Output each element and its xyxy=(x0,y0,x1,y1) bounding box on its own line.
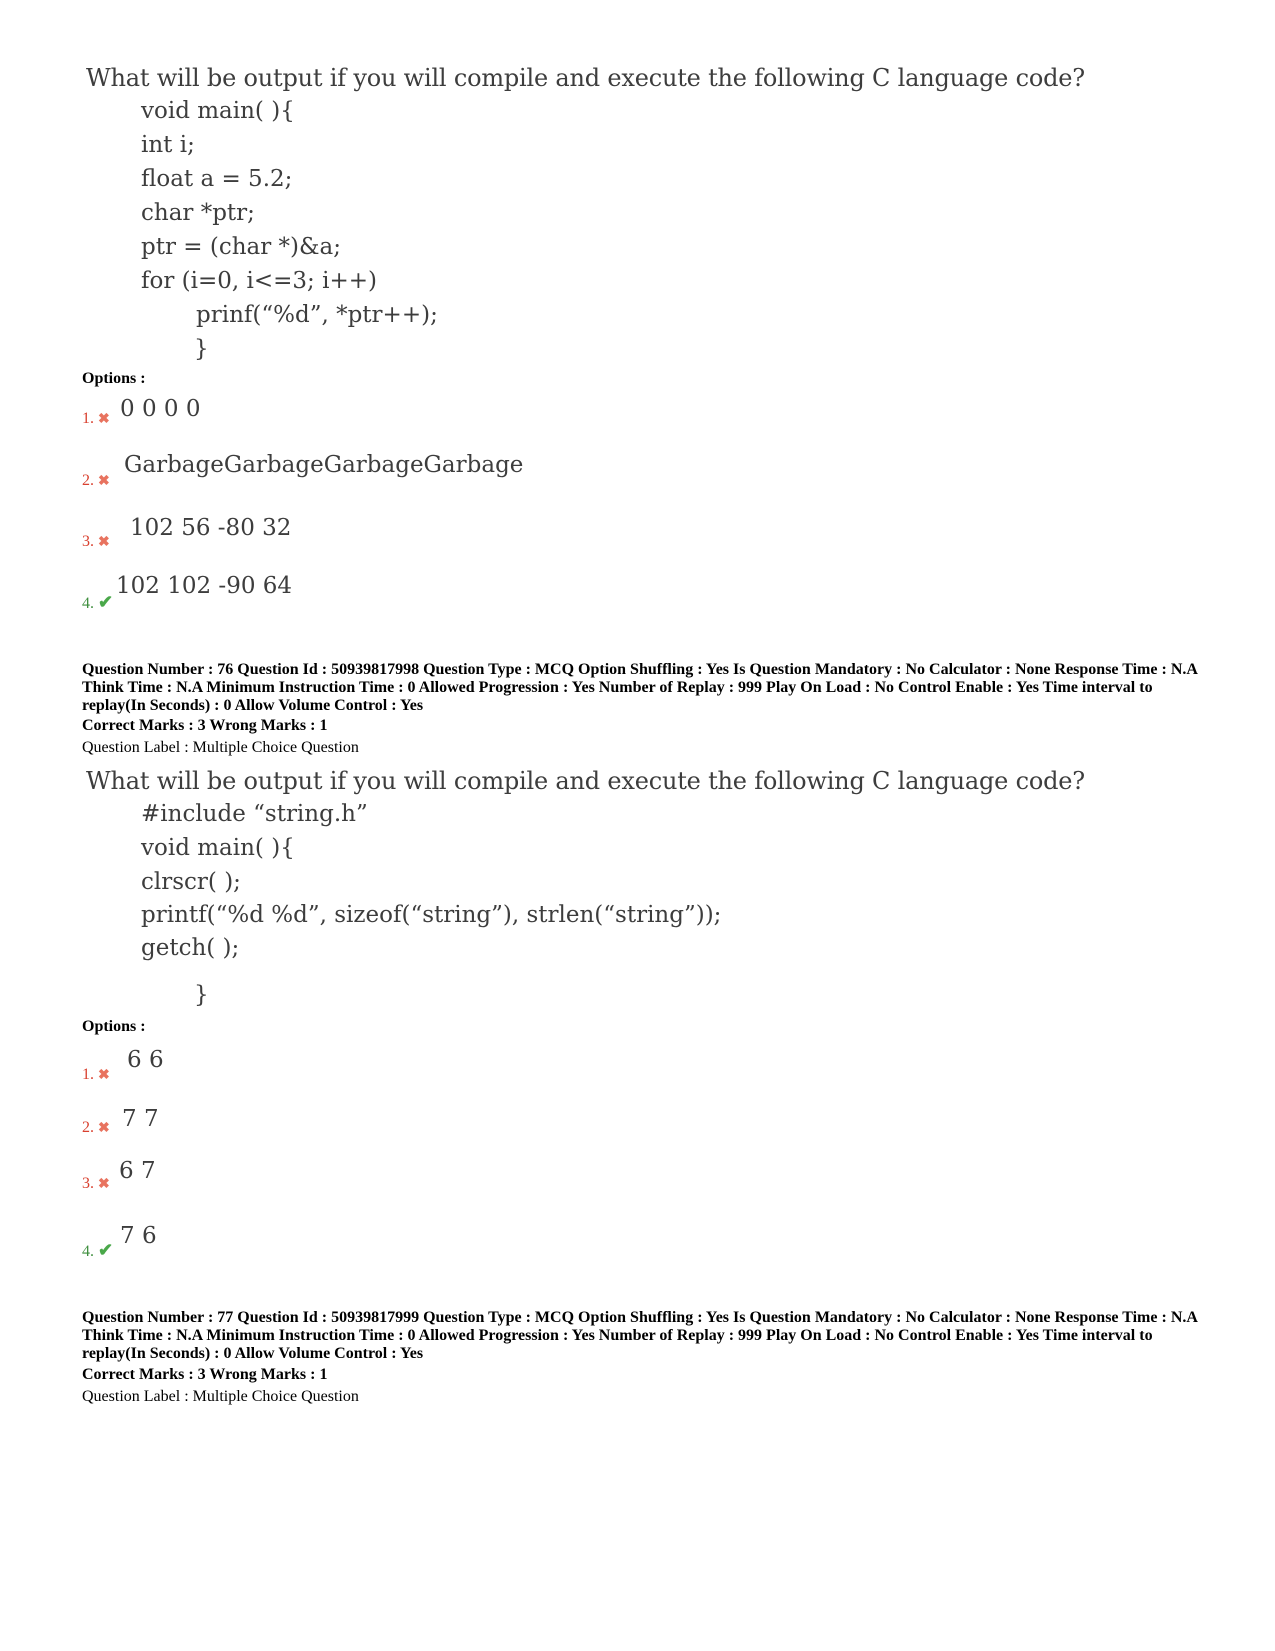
code-line: void main( ){ xyxy=(141,98,295,124)
option-item[interactable] xyxy=(82,472,110,490)
cross-icon: ✖ xyxy=(98,1121,110,1136)
code-line: char *ptr; xyxy=(141,200,255,226)
option-number: 2. xyxy=(82,472,94,489)
option-item[interactable] xyxy=(82,1240,113,1261)
options-label: Options : xyxy=(82,1018,146,1035)
cross-icon: ✖ xyxy=(98,1068,110,1083)
code-line: int i; xyxy=(141,132,195,158)
cross-icon: ✖ xyxy=(98,1177,110,1192)
option-text: 6 6 xyxy=(127,1047,164,1073)
option-text: 7 7 xyxy=(122,1106,159,1132)
option-text: 6 7 xyxy=(119,1158,156,1184)
code-line: void main( ){ xyxy=(141,835,295,861)
code-line: getch( ); xyxy=(141,935,240,961)
option-item[interactable] xyxy=(82,533,110,551)
cross-icon: ✖ xyxy=(98,535,110,550)
question-meta: Question Number : 77 Question Id : 50939817999 Question Type : MCQ Option Shuffling : Yes Is Question Mandatory : No Calculator : None Response Time : N.A Think Time : N.A Minimum Instruction Time : 0 Allowed Progression : Yes Number of Replay : 999 Play On Load : No Control Enable : Yes Time interval to replay(In Seconds) : 0 Allow Volume Control : Yes xyxy=(82,1309,1198,1362)
option-number: 1. xyxy=(82,1066,94,1083)
option-number: 1. xyxy=(82,410,94,427)
question-text: What will be output if you will compile and execute the following C language code? xyxy=(86,767,1085,795)
question-label: Question Label : Multiple Choice Question xyxy=(82,739,359,756)
option-text: 0 0 0 0 xyxy=(120,396,201,422)
question-label: Question Label : Multiple Choice Question xyxy=(82,1388,359,1405)
code-line: for (i=0, i<=3; i++) xyxy=(141,268,377,294)
question-text: What will be output if you will compile and execute the following C language code? xyxy=(86,64,1085,92)
code-line: prinf(“%d”, *ptr++); xyxy=(196,302,438,328)
option-item[interactable] xyxy=(82,1175,110,1193)
question-meta: Question Number : 76 Question Id : 50939817998 Question Type : MCQ Option Shuffling : Yes Is Question Mandatory : No Calculator : None Response Time : N.A Think Time : N.A Minimum Instruction Time : 0 Allowed Progression : Yes Number of Replay : 999 Play On Load : No Control Enable : Yes Time interval to replay(In Seconds) : 0 Allow Volume Control : Yes xyxy=(82,661,1198,714)
option-item[interactable] xyxy=(82,1119,110,1137)
code-line: float a = 5.2; xyxy=(141,166,293,192)
options-label: Options : xyxy=(82,370,146,387)
code-line: clrscr( ); xyxy=(141,869,241,895)
option-text: 102 102 -90 64 xyxy=(116,573,293,599)
question-marks: Correct Marks : 3 Wrong Marks : 1 xyxy=(82,717,328,734)
code-line: ptr = (char *)&a; xyxy=(141,234,341,260)
option-item[interactable] xyxy=(82,410,110,428)
option-number: 3. xyxy=(82,533,94,550)
option-item[interactable] xyxy=(82,592,113,613)
option-number: 4. xyxy=(82,595,94,612)
option-number: 4. xyxy=(82,1243,94,1260)
code-line: printf(“%d %d”, sizeof(“string”), strlen(“string”)); xyxy=(141,902,722,928)
cross-icon: ✖ xyxy=(98,474,110,489)
check-icon: ✔ xyxy=(98,1240,114,1260)
option-text: GarbageGarbageGarbageGarbage xyxy=(124,452,524,478)
option-text: 7 6 xyxy=(120,1223,157,1249)
code-line: } xyxy=(194,982,209,1008)
code-line: } xyxy=(194,336,209,362)
option-number: 2. xyxy=(82,1119,94,1136)
option-text: 102 56 -80 32 xyxy=(130,515,292,541)
check-icon: ✔ xyxy=(98,592,114,612)
option-item[interactable] xyxy=(82,1066,110,1084)
question-marks: Correct Marks : 3 Wrong Marks : 1 xyxy=(82,1366,328,1383)
option-number: 3. xyxy=(82,1175,94,1192)
code-line: #include “string.h” xyxy=(141,801,368,827)
cross-icon: ✖ xyxy=(98,412,110,427)
